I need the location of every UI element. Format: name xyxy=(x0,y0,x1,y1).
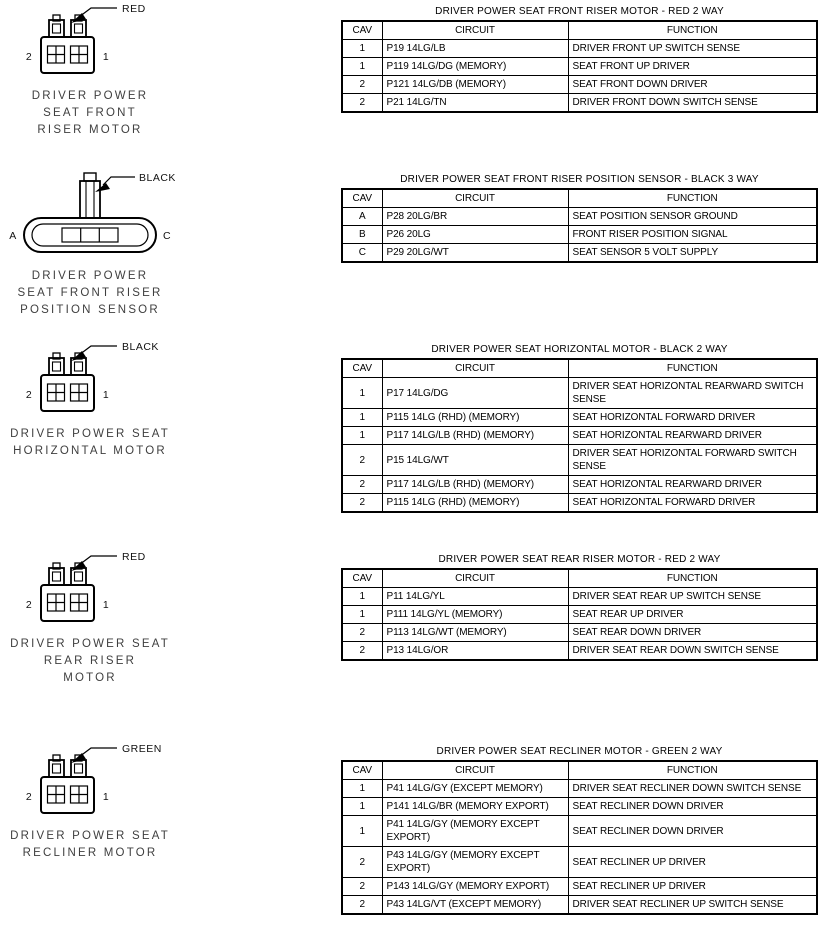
connector-caption xyxy=(32,88,149,139)
function-cell: SEAT RECLINER DOWN DRIVER xyxy=(568,816,817,847)
caption-line: REAR RISER xyxy=(43,655,137,667)
circuit-cell: P19 14LG/LB xyxy=(382,40,568,58)
pin-label-right: 1 xyxy=(102,791,110,803)
connector-drawing-holder xyxy=(5,338,175,418)
connector-figure xyxy=(0,168,180,319)
table-row xyxy=(342,476,817,494)
function-cell: SEAT FRONT UP DRIVER xyxy=(568,58,817,76)
header-row xyxy=(342,21,817,40)
circuit-cell: P21 14LG/TN xyxy=(382,94,568,113)
function-cell: SEAT FRONT DOWN DRIVER xyxy=(568,76,817,94)
caption-line: DRIVER POWER xyxy=(31,270,149,282)
cav-cell: 1 xyxy=(342,588,382,606)
function-cell: SEAT SENSOR 5 VOLT SUPPLY xyxy=(568,244,817,263)
caption-line: DRIVER POWER SEAT xyxy=(10,428,170,440)
leader-arrowhead-icon xyxy=(95,183,110,192)
column-header-cav: CAV xyxy=(342,189,382,208)
two-way-connector-drawing xyxy=(5,740,175,820)
column-header-function: FUNCTION xyxy=(568,569,817,588)
connector-caption xyxy=(10,636,170,687)
pinout-table xyxy=(341,188,818,263)
function-cell: DRIVER SEAT RECLINER UP SWITCH SENSE xyxy=(568,896,817,915)
circuit-cell: P11 14LG/YL xyxy=(382,588,568,606)
column-header-circuit: CIRCUIT xyxy=(382,189,568,208)
table-row xyxy=(342,94,817,113)
table-row xyxy=(342,40,817,58)
connector-drawing-holder xyxy=(5,548,175,628)
cav-cell: C xyxy=(342,244,382,263)
pinout-table xyxy=(341,760,818,915)
table-title: DRIVER POWER SEAT FRONT RISER MOTOR - RED 2 WAY xyxy=(435,6,724,17)
table-row xyxy=(342,244,817,263)
circuit-cell: P141 14LG/BR (MEMORY EXPORT) xyxy=(382,798,568,816)
circuit-cell: P117 14LG/LB (RHD) (MEMORY) xyxy=(382,427,568,445)
cav-cell: 2 xyxy=(342,642,382,661)
table-row xyxy=(342,642,817,661)
pinout-table xyxy=(341,20,818,113)
connector-color-label: RED xyxy=(122,3,146,15)
circuit-cell: P113 14LG/WT (MEMORY) xyxy=(382,624,568,642)
circuit-cell: P28 20LG/BR xyxy=(382,208,568,226)
connector-caption xyxy=(17,268,162,319)
cav-cell: 2 xyxy=(342,896,382,915)
connector-figure xyxy=(0,0,180,139)
table-row xyxy=(342,208,817,226)
two-way-connector-drawing xyxy=(5,548,175,628)
table-block xyxy=(341,168,818,263)
column-header-cav: CAV xyxy=(342,21,382,40)
circuit-cell: P115 14LG (RHD) (MEMORY) xyxy=(382,494,568,513)
circuit-cell: P115 14LG (RHD) (MEMORY) xyxy=(382,409,568,427)
table-title: DRIVER POWER SEAT HORIZONTAL MOTOR - BLACK 2 WAY xyxy=(431,344,728,355)
table-row xyxy=(342,847,817,878)
cav-cell: 2 xyxy=(342,494,382,513)
table-row xyxy=(342,798,817,816)
pin-label-right: 1 xyxy=(102,599,110,611)
table-row xyxy=(342,445,817,476)
caption-line: DRIVER POWER SEAT xyxy=(10,830,170,842)
column-header-function: FUNCTION xyxy=(568,761,817,780)
connector-drawing-holder xyxy=(5,0,175,80)
caption-line: HORIZONTAL MOTOR xyxy=(13,445,167,457)
table-block xyxy=(341,338,818,513)
table-row xyxy=(342,878,817,896)
function-cell: SEAT RECLINER DOWN DRIVER xyxy=(568,798,817,816)
connector-figure xyxy=(0,548,180,687)
connector-caption xyxy=(10,426,170,460)
pin-label-left: 2 xyxy=(25,389,33,401)
caption-line: DRIVER POWER SEAT xyxy=(10,638,170,650)
circuit-cell: P17 14LG/DG xyxy=(382,378,568,409)
table-row xyxy=(342,58,817,76)
cav-cell: 1 xyxy=(342,409,382,427)
function-cell: SEAT REAR DOWN DRIVER xyxy=(568,624,817,642)
connector-drawing-holder xyxy=(5,168,175,260)
pin-label-right: C xyxy=(162,230,172,242)
circuit-cell: P29 20LG/WT xyxy=(382,244,568,263)
circuit-cell: P41 14LG/GY (EXCEPT MEMORY) xyxy=(382,780,568,798)
cav-cell: 2 xyxy=(342,94,382,113)
circuit-cell: P119 14LG/DG (MEMORY) xyxy=(382,58,568,76)
connector-color-label: RED xyxy=(122,551,146,563)
caption-line: SEAT FRONT xyxy=(43,107,137,119)
cav-cell: 1 xyxy=(342,780,382,798)
table-title: DRIVER POWER SEAT FRONT RISER POSITION SENSOR - BLACK 3 WAY xyxy=(400,174,759,185)
circuit-cell: P15 14LG/WT xyxy=(382,445,568,476)
column-header-function: FUNCTION xyxy=(568,189,817,208)
pin-label-left: A xyxy=(9,230,17,242)
column-header-cav: CAV xyxy=(342,359,382,378)
function-cell: SEAT HORIZONTAL FORWARD DRIVER xyxy=(568,409,817,427)
table-row xyxy=(342,624,817,642)
function-cell: SEAT REAR UP DRIVER xyxy=(568,606,817,624)
circuit-cell: P117 14LG/LB (RHD) (MEMORY) xyxy=(382,476,568,494)
connector-figure xyxy=(0,338,180,460)
table-row xyxy=(342,226,817,244)
connector-drawing-holder xyxy=(5,740,175,820)
circuit-cell: P26 20LG xyxy=(382,226,568,244)
column-header-circuit: CIRCUIT xyxy=(382,761,568,780)
function-cell: SEAT HORIZONTAL REARWARD DRIVER xyxy=(568,476,817,494)
caption-line: POSITION SENSOR xyxy=(20,304,160,316)
cav-cell: A xyxy=(342,208,382,226)
circuit-cell: P13 14LG/OR xyxy=(382,642,568,661)
header-row xyxy=(342,569,817,588)
function-cell: DRIVER SEAT REAR UP SWITCH SENSE xyxy=(568,588,817,606)
caption-line: DRIVER POWER xyxy=(31,90,149,102)
cav-cell: B xyxy=(342,226,382,244)
column-header-circuit: CIRCUIT xyxy=(382,21,568,40)
pin-label-left: 2 xyxy=(25,51,33,63)
circuit-cell: P43 14LG/GY (MEMORY EXCEPT EXPORT) xyxy=(382,847,568,878)
connector-caption xyxy=(10,828,170,862)
table-row xyxy=(342,378,817,409)
table-block xyxy=(341,0,818,113)
caption-line: RECLINER MOTOR xyxy=(22,847,158,859)
table-row xyxy=(342,76,817,94)
function-cell: SEAT RECLINER UP DRIVER xyxy=(568,878,817,896)
table-row xyxy=(342,780,817,798)
two-way-connector-drawing xyxy=(5,338,175,418)
column-header-function: FUNCTION xyxy=(568,359,817,378)
cav-cell: 1 xyxy=(342,816,382,847)
pin-label-left: 2 xyxy=(25,791,33,803)
header-row xyxy=(342,359,817,378)
cav-cell: 1 xyxy=(342,798,382,816)
function-cell: DRIVER SEAT HORIZONTAL FORWARD SWITCH SENSE xyxy=(568,445,817,476)
function-cell: SEAT HORIZONTAL REARWARD DRIVER xyxy=(568,427,817,445)
function-cell: DRIVER SEAT HORIZONTAL REARWARD SWITCH SENSE xyxy=(568,378,817,409)
cav-cell: 2 xyxy=(342,847,382,878)
caption-line: RISER MOTOR xyxy=(37,124,143,136)
connector-figure xyxy=(0,740,180,862)
function-cell: DRIVER SEAT REAR DOWN SWITCH SENSE xyxy=(568,642,817,661)
header-row xyxy=(342,189,817,208)
function-cell: FRONT RISER POSITION SIGNAL xyxy=(568,226,817,244)
table-block xyxy=(341,548,818,661)
function-cell: DRIVER SEAT RECLINER DOWN SWITCH SENSE xyxy=(568,780,817,798)
column-header-cav: CAV xyxy=(342,761,382,780)
two-way-connector-drawing xyxy=(5,0,175,80)
caption-line: SEAT FRONT RISER xyxy=(17,287,163,299)
table-row xyxy=(342,588,817,606)
pinout-table xyxy=(341,568,818,661)
table-row xyxy=(342,896,817,915)
table-row xyxy=(342,427,817,445)
three-way-connector-drawing xyxy=(5,168,175,260)
pin-label-right: 1 xyxy=(102,389,110,401)
cav-cell: 1 xyxy=(342,606,382,624)
column-header-circuit: CIRCUIT xyxy=(382,359,568,378)
column-header-circuit: CIRCUIT xyxy=(382,569,568,588)
table-title: DRIVER POWER SEAT REAR RISER MOTOR - RED 2 WAY xyxy=(438,554,721,565)
cav-cell: 1 xyxy=(342,40,382,58)
cav-cell: 2 xyxy=(342,445,382,476)
caption-line: MOTOR xyxy=(63,672,117,684)
connector-color-label: BLACK xyxy=(139,172,175,184)
connector-color-label: GREEN xyxy=(122,743,162,755)
function-cell: DRIVER FRONT UP SWITCH SENSE xyxy=(568,40,817,58)
cav-cell: 2 xyxy=(342,476,382,494)
circuit-cell: P43 14LG/VT (EXCEPT MEMORY) xyxy=(382,896,568,915)
column-header-function: FUNCTION xyxy=(568,21,817,40)
table-row xyxy=(342,494,817,513)
column-header-cav: CAV xyxy=(342,569,382,588)
function-cell: SEAT POSITION SENSOR GROUND xyxy=(568,208,817,226)
table-block xyxy=(341,740,818,915)
cav-cell: 1 xyxy=(342,58,382,76)
function-cell: DRIVER FRONT DOWN SWITCH SENSE xyxy=(568,94,817,113)
circuit-cell: P143 14LG/GY (MEMORY EXPORT) xyxy=(382,878,568,896)
function-cell: SEAT HORIZONTAL FORWARD DRIVER xyxy=(568,494,817,513)
function-cell: SEAT RECLINER UP DRIVER xyxy=(568,847,817,878)
circuit-cell: P111 14LG/YL (MEMORY) xyxy=(382,606,568,624)
header-row xyxy=(342,761,817,780)
table-row xyxy=(342,816,817,847)
pin-label-left: 2 xyxy=(25,599,33,611)
connector-color-label: BLACK xyxy=(122,341,159,353)
cav-cell: 2 xyxy=(342,76,382,94)
table-title: DRIVER POWER SEAT RECLINER MOTOR - GREEN 2 WAY xyxy=(436,746,723,757)
pin-label-right: 1 xyxy=(102,51,110,63)
cav-cell: 2 xyxy=(342,624,382,642)
cav-cell: 2 xyxy=(342,878,382,896)
table-row xyxy=(342,409,817,427)
circuit-cell: P41 14LG/GY (MEMORY EXCEPT EXPORT) xyxy=(382,816,568,847)
pinout-table xyxy=(341,358,818,513)
cav-cell: 1 xyxy=(342,378,382,409)
circuit-cell: P121 14LG/DB (MEMORY) xyxy=(382,76,568,94)
table-row xyxy=(342,606,817,624)
cav-cell: 1 xyxy=(342,427,382,445)
